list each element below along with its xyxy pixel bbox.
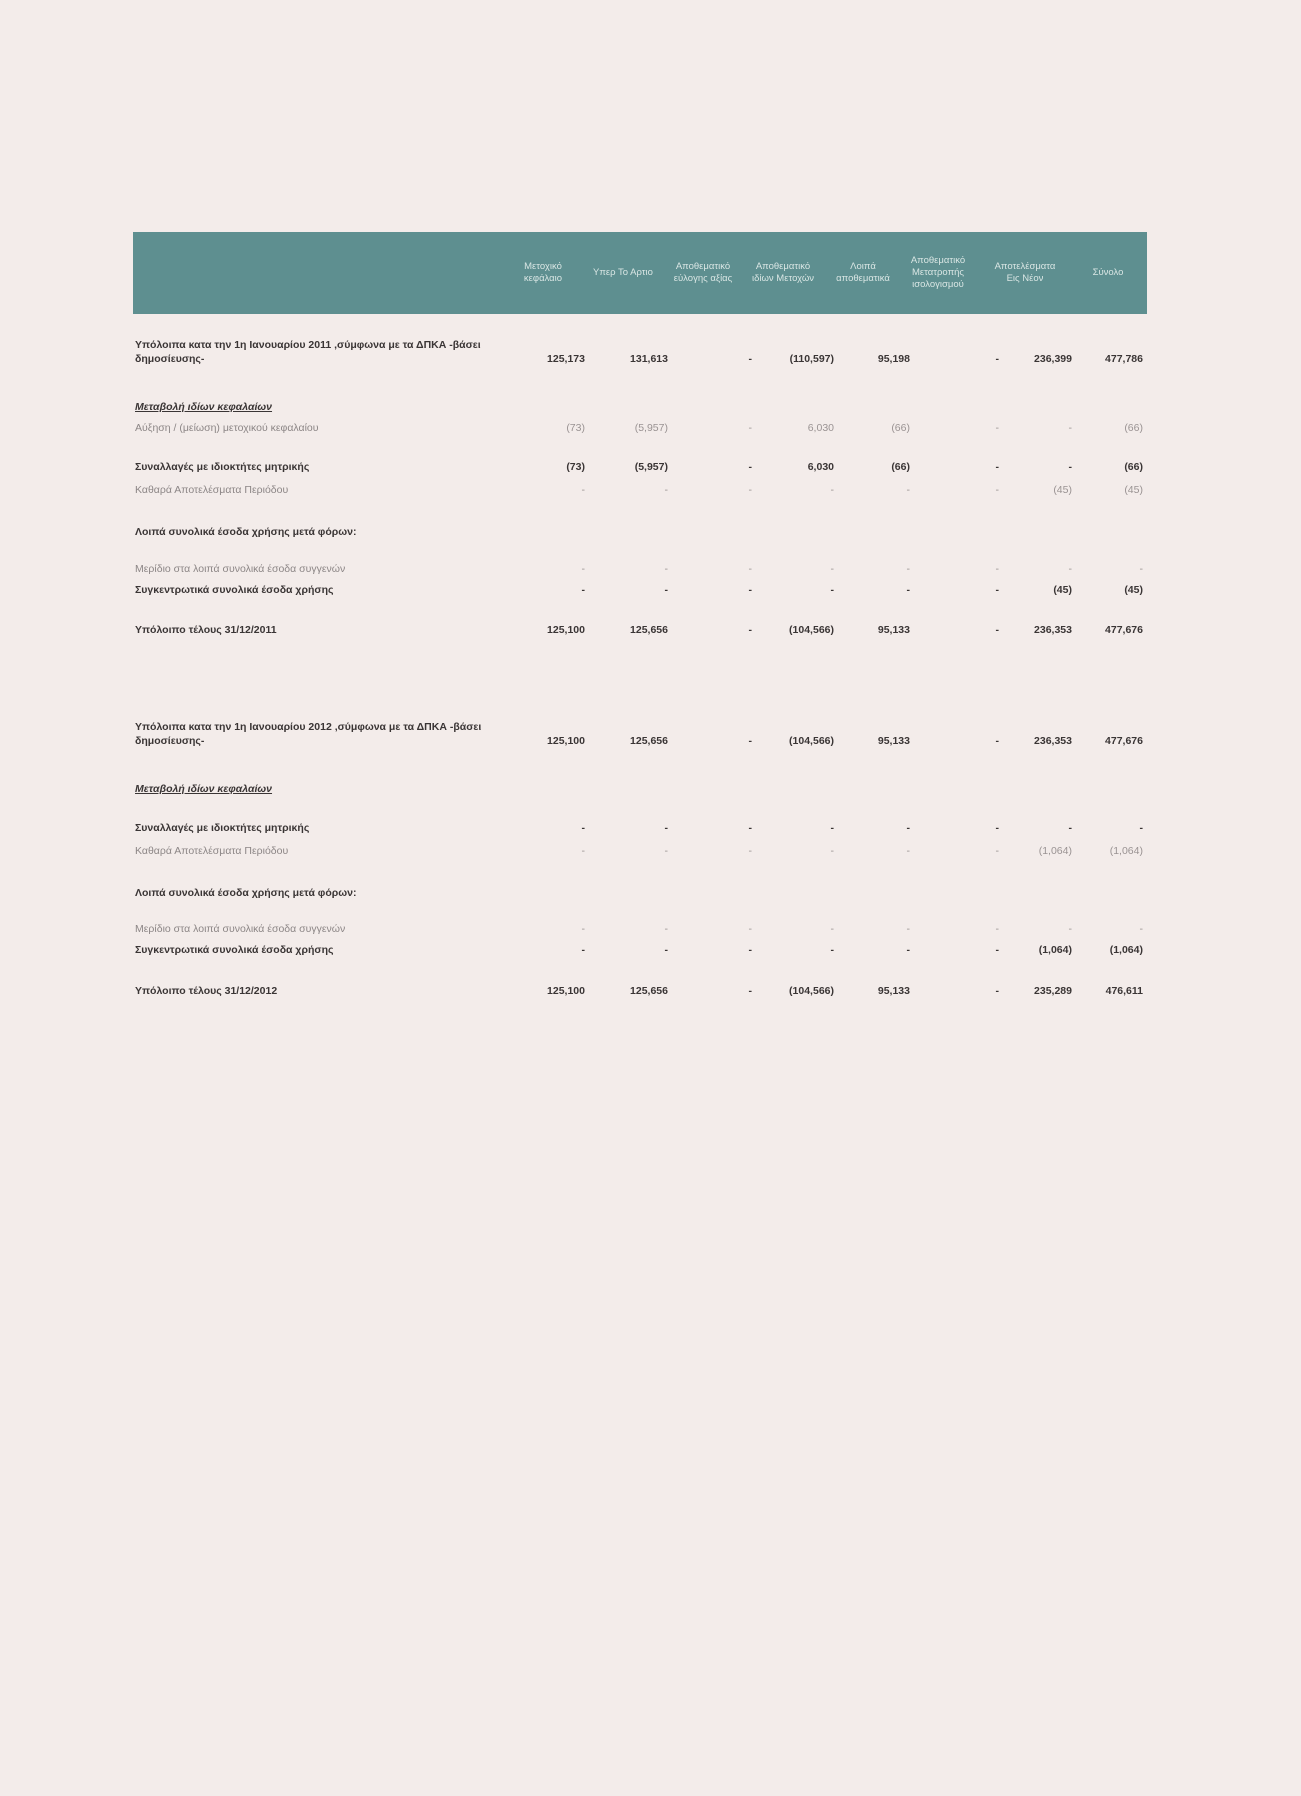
row-label: Μερίδιο στα λοιπά συνολικά έσοδα συγγενών	[135, 923, 346, 935]
cell-value: -	[830, 563, 834, 575]
cell-value: -	[748, 845, 752, 857]
cell-value: -	[995, 735, 999, 747]
table-row	[133, 525, 1147, 561]
row-label: Υπόλοιπο τέλους 31/12/2012	[135, 985, 278, 997]
cell-value: (45)	[1053, 584, 1072, 596]
cell-value: -	[664, 944, 668, 956]
cell-value: -	[830, 484, 834, 496]
table-row	[133, 623, 1147, 659]
column-header: Αποτελέσματα Εις Νέον	[994, 261, 1056, 284]
cell-value: -	[830, 944, 834, 956]
cell-value: -	[1068, 923, 1072, 935]
cell-value: -	[748, 822, 752, 834]
cell-value: 95,133	[877, 985, 910, 997]
row-label: Συγκεντρωτικά συνολικά έσοδα χρήσης	[135, 944, 334, 956]
cell-value: -	[995, 822, 999, 834]
cell-value: -	[748, 461, 752, 473]
cell-value: -	[995, 985, 999, 997]
table-row	[133, 984, 1147, 1020]
cell-value: -	[581, 822, 585, 834]
row-label: Συναλλαγές με ιδιοκτήτες μητρικής	[135, 822, 310, 834]
cell-value: -	[748, 422, 752, 434]
cell-value: -	[581, 484, 585, 496]
cell-value: -	[1068, 422, 1072, 434]
row-label: Μεταβολή ιδίων κεφαλαίων	[135, 401, 273, 413]
column-header: Υπερ Το Αρτιο	[593, 267, 653, 278]
table-row	[133, 421, 1147, 457]
row-label: Υπόλοιπα κατα την 1η Ιανουαρίου 2012 ,σύμφωνα με τα ΔΠΚΑ -βάσει δημοσίευσης-	[135, 721, 482, 747]
cell-value: -	[748, 484, 752, 496]
cell-value: -	[1139, 563, 1143, 575]
column-header: Λοιπά αποθεματικά	[836, 261, 890, 284]
cell-value: -	[906, 944, 910, 956]
cell-value: -	[906, 484, 910, 496]
cell-value: (110,597)	[789, 353, 834, 365]
row-label: Αύξηση / (μείωση) μετοχικού κεφαλαίου	[135, 422, 319, 434]
row-label: Συναλλαγές με ιδιοκτήτες μητρικής	[135, 461, 310, 473]
cell-value: 125,100	[547, 735, 585, 747]
column-header: Αποθεματικό ιδίων Μετοχών	[751, 261, 814, 284]
row-label: Υπόλοιπα κατα την 1η Ιανουαρίου 2011 ,σύμφωνα με τα ΔΠΚΑ -βάσει δημοσίευσης-	[135, 339, 481, 365]
cell-value: -	[664, 923, 668, 935]
cell-value: -	[664, 584, 668, 596]
cell-value: -	[748, 563, 752, 575]
cell-value: 236,353	[1034, 624, 1072, 636]
cell-value: 125,656	[630, 624, 668, 636]
table-row	[133, 583, 1147, 619]
cell-value: -	[995, 923, 999, 935]
table-row	[133, 483, 1147, 519]
row-label: Λοιπά συνολικά έσοδα χρήσης μετά φόρων:	[135, 526, 357, 538]
cell-value: 6,030	[807, 422, 834, 434]
cell-value: -	[1068, 461, 1072, 473]
column-header: Αποθεματικό Μετατροπής ισολογισμού	[910, 255, 966, 290]
cell-value: 477,676	[1105, 624, 1143, 636]
cell-value: (73)	[566, 422, 585, 434]
cell-value: 95,133	[877, 735, 910, 747]
cell-value: -	[906, 845, 910, 857]
cell-value: (5,957)	[634, 422, 668, 434]
column-header: Σύνολο	[1092, 267, 1124, 278]
row-label: Μεταβολή ιδίων κεφαλαίων	[135, 783, 273, 795]
cell-value: -	[830, 845, 834, 857]
cell-value: -	[748, 944, 752, 956]
cell-value: -	[906, 584, 910, 596]
cell-value: 236,353	[1034, 735, 1072, 747]
cell-value: -	[906, 563, 910, 575]
cell-value: (45)	[1124, 484, 1143, 496]
cell-value: 95,198	[877, 353, 910, 365]
cell-value: (45)	[1124, 584, 1143, 596]
cell-value: -	[748, 584, 752, 596]
cell-value: -	[830, 584, 834, 596]
cell-value: -	[664, 563, 668, 575]
cell-value: -	[995, 461, 999, 473]
table-row	[133, 338, 1147, 374]
cell-value: -	[581, 923, 585, 935]
cell-value: -	[748, 735, 752, 747]
cell-value: 125,100	[547, 985, 585, 997]
row-label: Καθαρά Αποτελέσματα Περιόδου	[135, 845, 289, 857]
cell-value: -	[1139, 822, 1143, 834]
cell-value: (104,566)	[789, 735, 834, 747]
cell-value: -	[906, 923, 910, 935]
cell-value: (104,566)	[789, 985, 834, 997]
cell-value: -	[748, 624, 752, 636]
cell-value: (45)	[1053, 484, 1072, 496]
row-label: Συγκεντρωτικά συνολικά έσοδα χρήσης	[135, 584, 334, 596]
cell-value: 95,133	[877, 624, 910, 636]
cell-value: -	[995, 584, 999, 596]
cell-value: -	[664, 484, 668, 496]
cell-value: 235,289	[1034, 985, 1072, 997]
cell-value: -	[581, 584, 585, 596]
cell-value: -	[664, 822, 668, 834]
cell-value: (73)	[566, 461, 585, 473]
cell-value: (66)	[1124, 422, 1143, 434]
table-row	[133, 720, 1147, 756]
cell-value: 6,030	[807, 461, 834, 473]
cell-value: 125,656	[630, 985, 668, 997]
cell-value: -	[995, 353, 999, 365]
cell-value: (66)	[891, 461, 910, 473]
cell-value: (1,064)	[1038, 845, 1072, 857]
column-header: Μετοχικό κεφάλαιο	[523, 261, 563, 284]
cell-value: -	[748, 353, 752, 365]
table-row	[133, 844, 1147, 880]
cell-value: 477,676	[1105, 735, 1143, 747]
cell-value: -	[830, 923, 834, 935]
cell-value: -	[1068, 822, 1072, 834]
cell-value: (1,064)	[1109, 845, 1143, 857]
cell-value: 125,173	[547, 353, 585, 365]
cell-value: -	[995, 422, 999, 434]
cell-value: -	[995, 563, 999, 575]
cell-value: -	[1068, 563, 1072, 575]
row-label: Μερίδιο στα λοιπά συνολικά έσοδα συγγενών	[135, 563, 346, 575]
cell-value: -	[995, 845, 999, 857]
cell-value: (104,566)	[789, 624, 834, 636]
cell-value: -	[748, 985, 752, 997]
cell-value: -	[995, 484, 999, 496]
cell-value: -	[581, 944, 585, 956]
cell-value: (5,957)	[634, 461, 668, 473]
cell-value: -	[830, 822, 834, 834]
row-label: Υπόλοιπο τέλους 31/12/2011	[135, 624, 277, 636]
cell-value: -	[581, 563, 585, 575]
cell-value: (1,064)	[1038, 944, 1072, 956]
cell-value: 131,613	[630, 353, 668, 365]
cell-value: -	[995, 624, 999, 636]
row-label: Καθαρά Αποτελέσματα Περιόδου	[135, 484, 289, 496]
cell-value: (66)	[1124, 461, 1143, 473]
cell-value: -	[664, 845, 668, 857]
cell-value: -	[1139, 923, 1143, 935]
cell-value: 476,611	[1105, 985, 1143, 997]
table-header	[133, 232, 1147, 314]
cell-value: -	[748, 923, 752, 935]
column-header: Αποθεματικό εύλογης αξίας	[673, 261, 733, 284]
cell-value: (1,064)	[1109, 944, 1143, 956]
cell-value: 125,100	[547, 624, 585, 636]
cell-value: -	[581, 845, 585, 857]
cell-value: 125,656	[630, 735, 668, 747]
cell-value: 236,399	[1034, 353, 1072, 365]
table-row	[133, 886, 1147, 922]
cell-value: -	[995, 944, 999, 956]
cell-value: 477,786	[1105, 353, 1143, 365]
table-row	[133, 943, 1147, 979]
table-row	[133, 782, 1147, 818]
cell-value: -	[906, 822, 910, 834]
cell-value: (66)	[891, 422, 910, 434]
row-label: Λοιπά συνολικά έσοδα χρήσης μετά φόρων:	[135, 887, 357, 899]
